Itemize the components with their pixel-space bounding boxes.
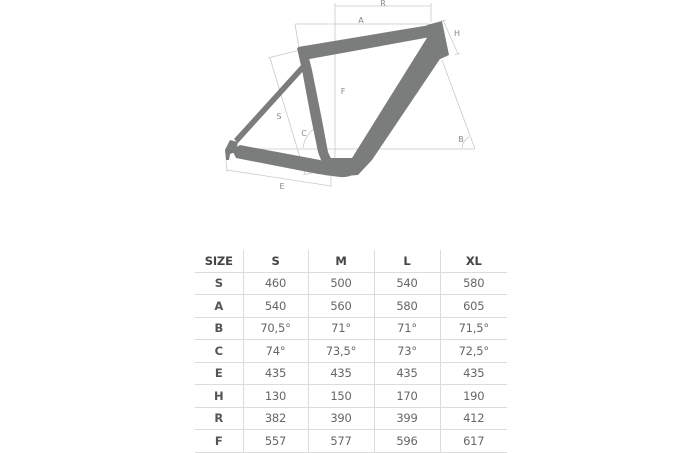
cell: 435: [243, 362, 308, 385]
label-c: C: [301, 129, 307, 138]
cell: 435: [440, 362, 507, 385]
cell: 71,5°: [440, 317, 507, 340]
cell: 170: [374, 385, 440, 408]
cell: 73,5°: [308, 340, 374, 363]
frame-geometry-diagram: [0, 0, 700, 210]
cell: 190: [440, 385, 507, 408]
row-label: C: [195, 340, 243, 363]
cell: 382: [243, 407, 308, 430]
cell: 617: [440, 430, 507, 453]
cell: 560: [308, 295, 374, 318]
bike-frame: [225, 21, 449, 177]
cell: 435: [308, 362, 374, 385]
cell: 70,5°: [243, 317, 308, 340]
cell: 412: [440, 407, 507, 430]
table-row: [195, 295, 507, 318]
cell: 435: [374, 362, 440, 385]
cell: 540: [243, 295, 308, 318]
cell: 540: [374, 272, 440, 295]
cell: 73°: [374, 340, 440, 363]
label-r: R: [380, 0, 386, 8]
cell: 150: [308, 385, 374, 408]
header-size: SIZE: [195, 250, 243, 272]
table-row: [195, 407, 507, 430]
cell: 399: [374, 407, 440, 430]
header-m: M: [308, 250, 374, 272]
label-s: S: [276, 112, 282, 121]
table-row: [195, 362, 507, 385]
cell: 500: [308, 272, 374, 295]
header-xl: XL: [440, 250, 507, 272]
table-row: [195, 430, 507, 453]
cell: 605: [440, 295, 507, 318]
row-label: E: [195, 362, 243, 385]
cell: 557: [243, 430, 308, 453]
cell: 580: [440, 272, 507, 295]
row-label: A: [195, 295, 243, 318]
row-label: F: [195, 430, 243, 453]
cell: 390: [308, 407, 374, 430]
table-row: [195, 317, 507, 340]
cell: 460: [243, 272, 308, 295]
cell: 596: [374, 430, 440, 453]
table-row: [195, 385, 507, 408]
table-header-row: [195, 250, 507, 272]
label-a: A: [358, 16, 364, 25]
cell: 72,5°: [440, 340, 507, 363]
cell: 577: [308, 430, 374, 453]
label-b: B: [458, 135, 464, 144]
row-label: B: [195, 317, 243, 340]
label-e: E: [279, 182, 285, 191]
row-label: S: [195, 272, 243, 295]
geometry-table: [195, 250, 507, 453]
row-label: H: [195, 385, 243, 408]
cell: 74°: [243, 340, 308, 363]
row-label: R: [195, 407, 243, 430]
label-h: H: [453, 29, 461, 38]
table-row: [195, 340, 507, 363]
cell: 71°: [374, 317, 440, 340]
cell: 71°: [308, 317, 374, 340]
cell: 580: [374, 295, 440, 318]
cell: 130: [243, 385, 308, 408]
label-f: F: [340, 87, 346, 96]
table-row: [195, 272, 507, 295]
header-l: L: [374, 250, 440, 272]
header-s: S: [243, 250, 308, 272]
